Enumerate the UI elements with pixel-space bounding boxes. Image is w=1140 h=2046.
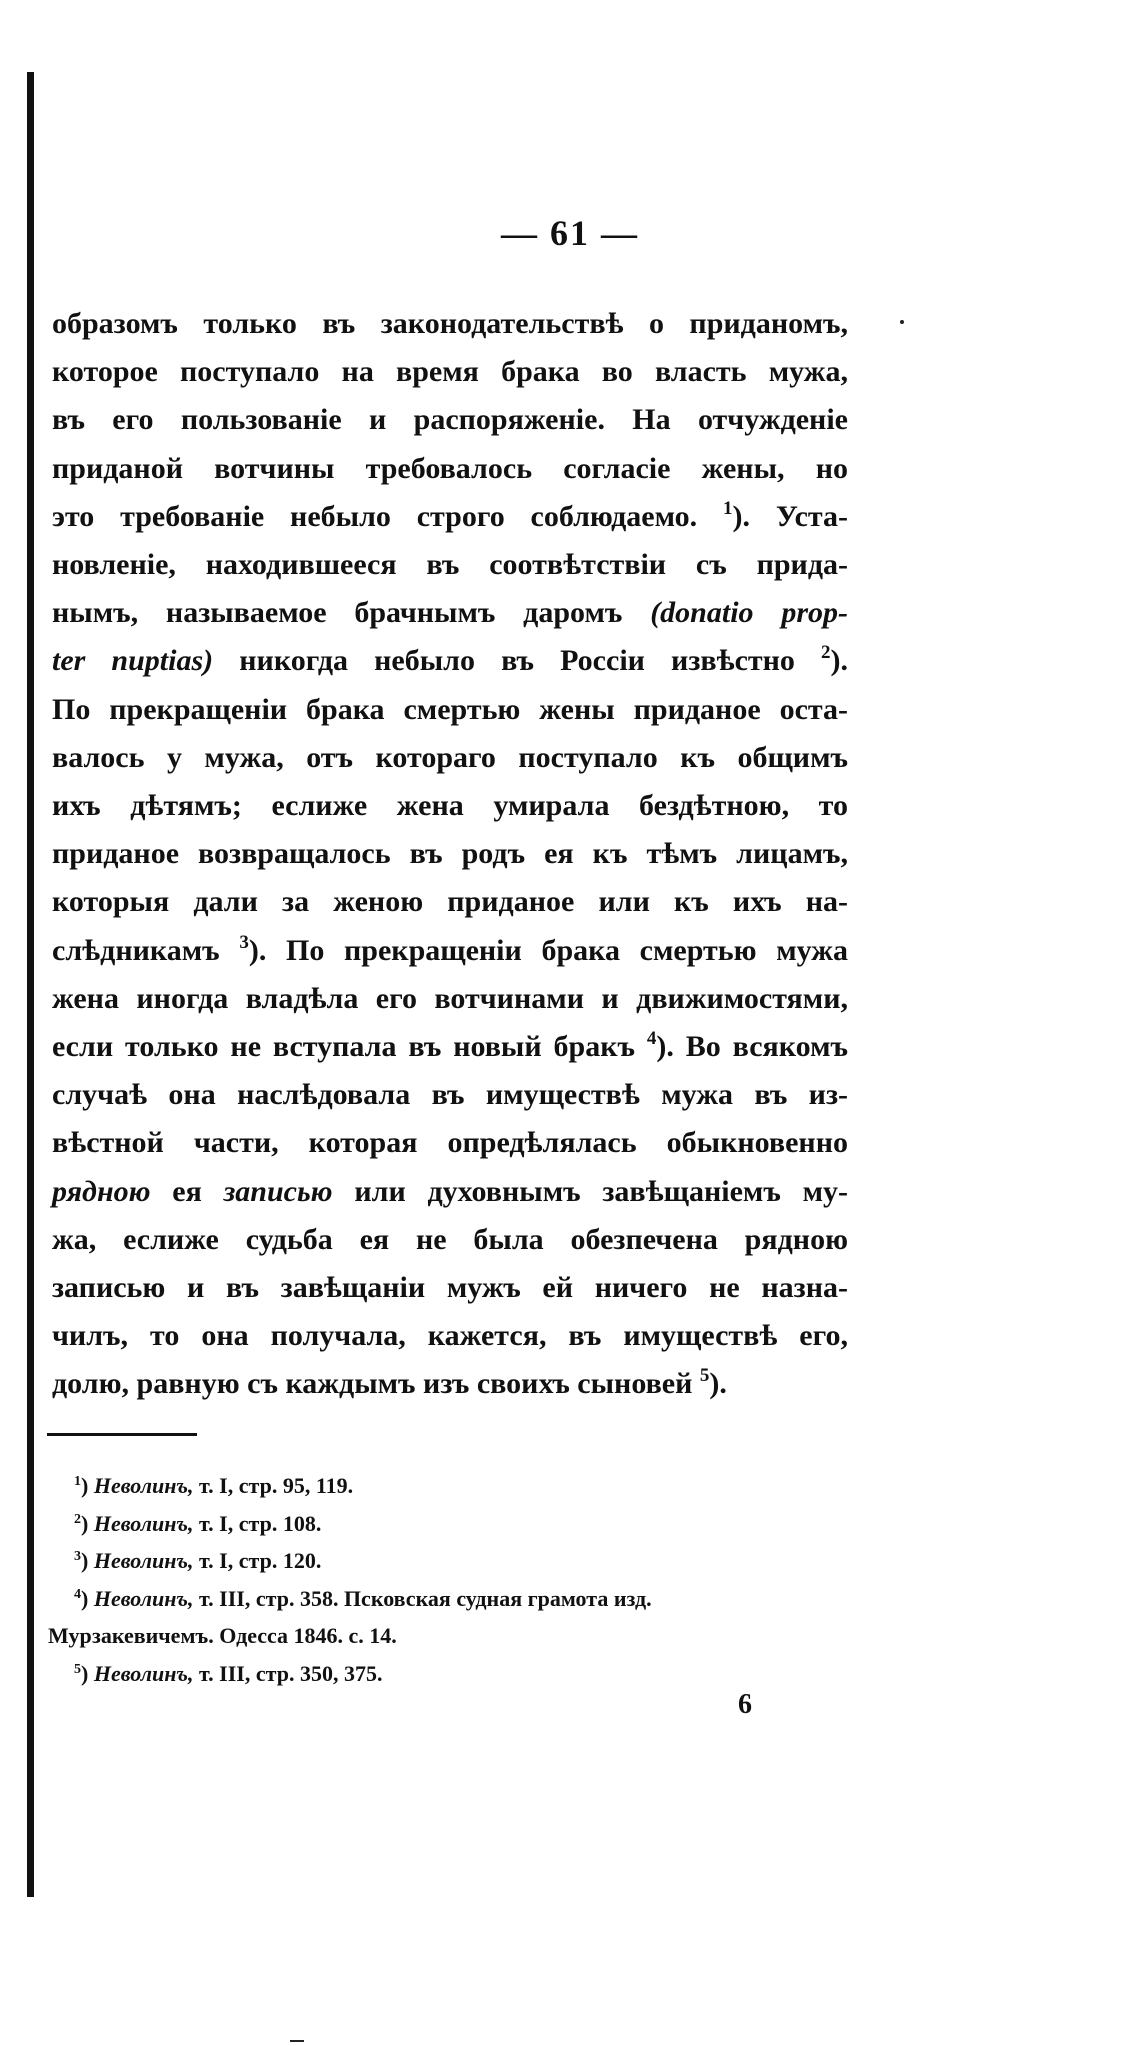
footnote-ref: 2: [821, 642, 831, 664]
footnotes: [48, 1467, 848, 1693]
signature-mark: 6: [738, 1689, 752, 1720]
text-line: случаѣ она наслѣдовала въ имуществѣ мужа въ из-: [52, 1078, 848, 1112]
text-line: образомъ только въ законодательствѣ о приданомъ,: [52, 307, 848, 340]
main-text: [52, 300, 848, 1409]
footnote-ref: 1: [723, 497, 733, 519]
footnote-ref: 4: [646, 1028, 657, 1050]
text-line: приданой вотчины требовалось согласіе жены, но: [52, 451, 848, 485]
text-line: новленіе, находившееся въ соотвѣтствіи съ прида-: [52, 548, 848, 582]
text-line: записью и въ завѣщаніи мужъ ей ничего не назна-: [52, 1271, 848, 1305]
footnote-ref: 3: [239, 931, 249, 953]
footnote: $^4$) Неволинъ, т. III, стр. 358. Псковская судная грамота изд.: [74, 1585, 652, 1611]
footnote-ref: 5: [699, 1365, 710, 1387]
footnote: $^2$) Неволинъ, т. I, стр. 108.: [74, 1510, 322, 1536]
text-line: ter nuptias) никогда небыло въ Россіи извѣстно $^2$).: [52, 642, 849, 678]
page-number: — 61 —: [501, 213, 639, 253]
footnote-divider: [47, 1433, 197, 1436]
text-line: ихъ дѣтямъ; еслиже жена умирала бездѣтною, то: [52, 789, 848, 823]
text-line: слѣдникамъ $^3$). По прекращеніи брака смертью мужа: [52, 931, 849, 967]
text-line: въ его пользованіе и распоряженіе. На отчужденіе: [52, 403, 848, 437]
text-line: приданое возвращалось въ родъ ея къ тѣмъ лицамъ,: [52, 837, 848, 871]
text-line: вѣстной части, которая опредѣлялась обыкновенно: [52, 1126, 848, 1160]
text-line: которое поступало на время брака во власть мужа,: [52, 355, 848, 389]
text-line: По прекращеніи брака смертью жены приданое оста-: [52, 692, 848, 726]
footnote: $^3$) Неволинъ, т. I, стр. 120.: [74, 1548, 322, 1574]
text-line: это требованіе небыло строго соблюдаемо. $^1$). Уста-: [52, 497, 849, 533]
stray-mark: [290, 2040, 304, 2042]
stray-mark: [900, 320, 904, 324]
footnote-continuation: Мурзакевичемъ. Одесса 1846. с. 14.: [48, 1623, 397, 1649]
text-line: жа, еслиже судьба ея не была обезпечена рядною: [52, 1222, 848, 1256]
text-line: рядною ея записью или духовнымъ завѣщаніемъ му-: [52, 1174, 849, 1208]
text-line: чилъ, то она получала, кажется, въ имуществѣ его,: [52, 1319, 848, 1353]
footnote: $^5$) Неволинъ, т. III, стр. 350, 375.: [74, 1660, 383, 1686]
text-line: нымъ, называемое брачнымъ даромъ (donatio prop-: [52, 596, 848, 630]
text-line: если только не вступала въ новый бракъ $^4$). Во всякомъ: [52, 1028, 848, 1064]
text-line: жена иногда владѣла его вотчинами и движимостями,: [52, 981, 848, 1015]
binding-edge: [27, 72, 34, 1897]
text-line: долю, равную съ каждымъ изъ своихъ сыновей $^5$).: [52, 1365, 727, 1401]
footnote: $^1$) Неволинъ, т. I, стр. 95, 119.: [74, 1473, 354, 1498]
text-line: которыя дали за женою приданое или къ ихъ на-: [52, 885, 848, 919]
text-line: валось у мужа, отъ котораго поступало къ общимъ: [52, 740, 848, 774]
